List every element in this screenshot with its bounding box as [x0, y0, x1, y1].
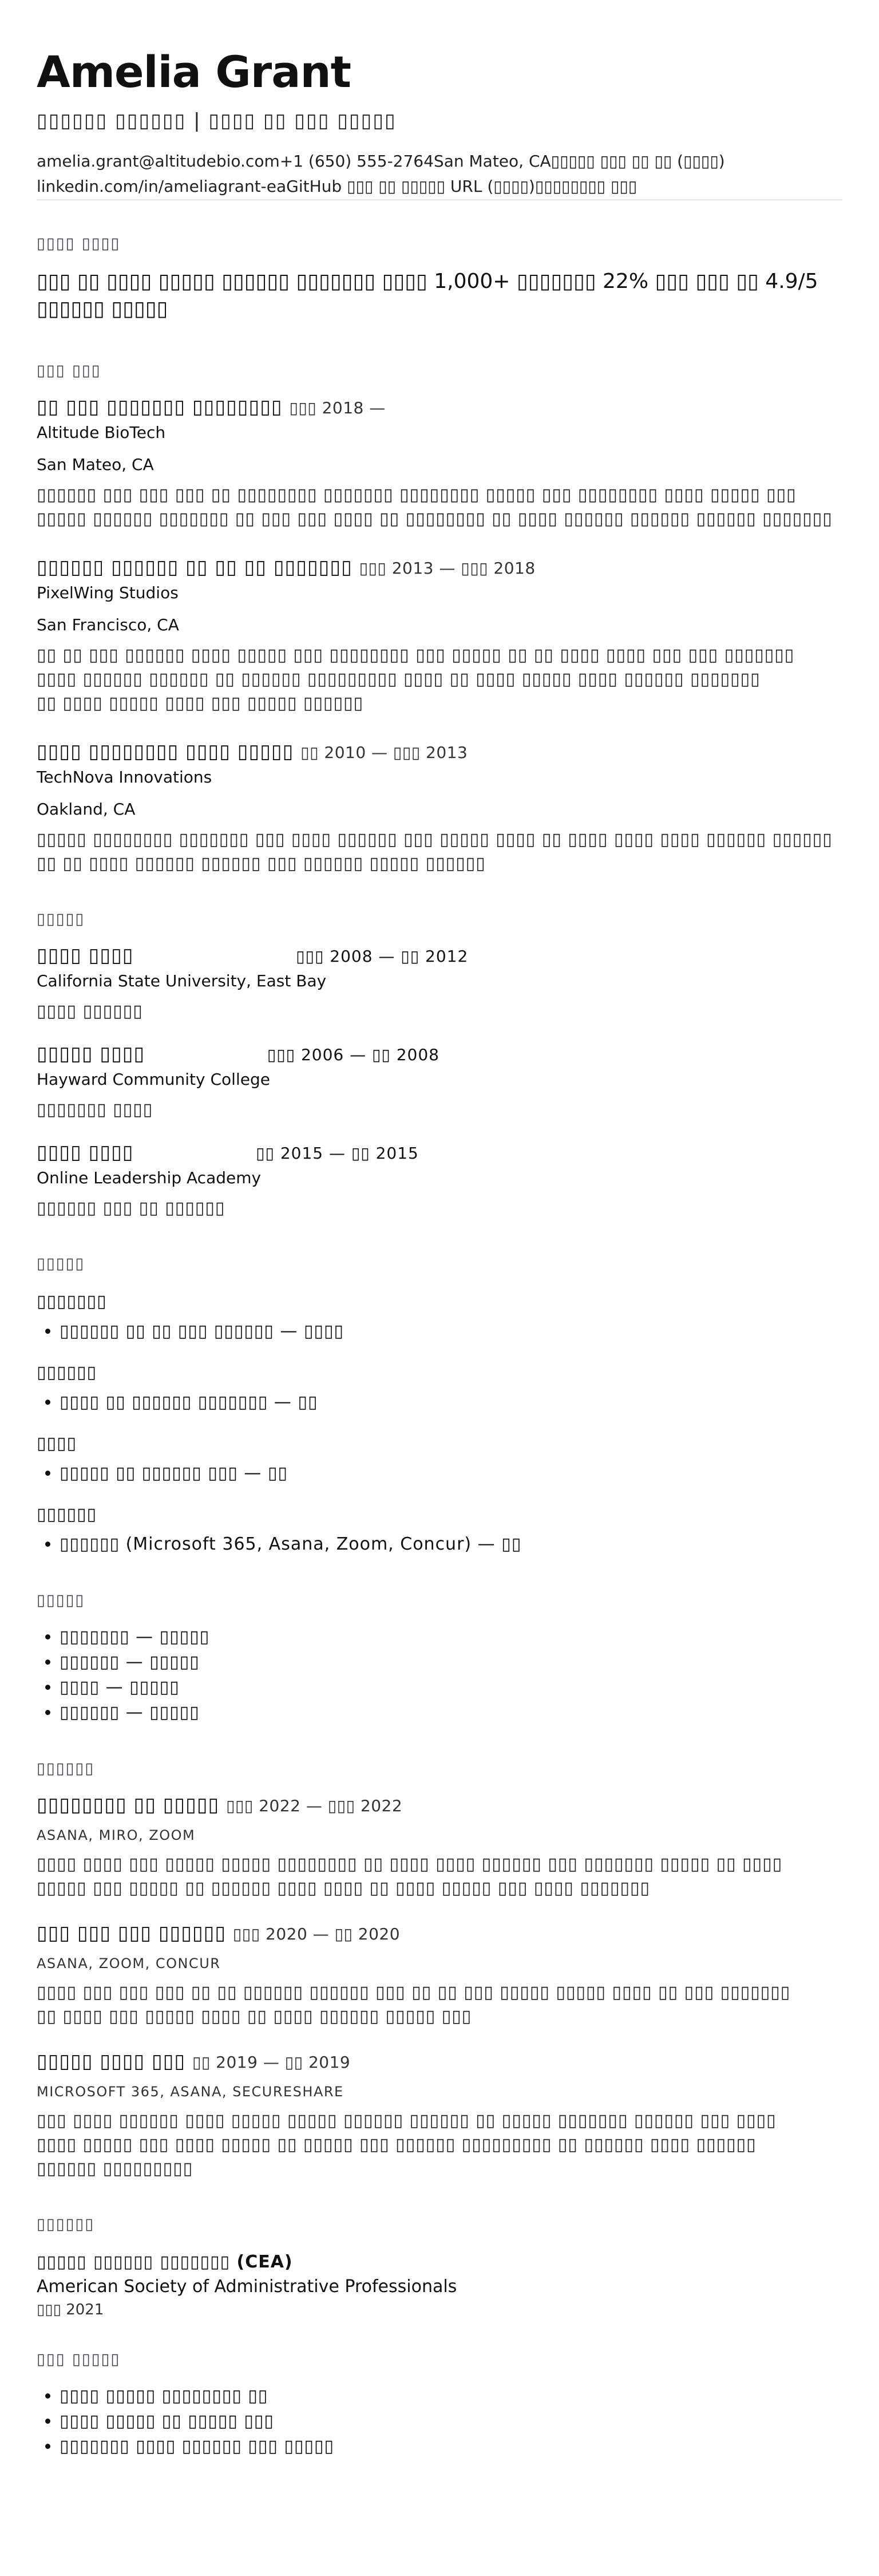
project-description-line: ▯▯▯ ▯▯▯▯ ▯▯▯▯▯▯ ▯▯▯▯ ▯▯▯▯▯ ▯▯▯▯▯ ▯▯▯▯▯▯ ▯▯▯▯▯▯ ▯▯ ▯▯▯▯▯ ▯▯▯▯▯▯▯ ▯▯▯▯▯▯ ▯▯▯ ▯▯▯▯ [37, 2111, 777, 2131]
project-title [37, 2048, 842, 2076]
education-school: California State University, East Bay [37, 971, 327, 990]
skill-category: ▯▯▯▯▯▯▯ [37, 1291, 107, 1311]
skill-category: ▯▯▯▯▯▯ [37, 1362, 97, 1382]
project-title [37, 1920, 842, 1947]
education-school: Hayward Community College [37, 1070, 270, 1089]
job-title-text: ▯▯ ▯▯▯ ▯▯▯▯▯▯▯ ▯▯▯▯▯▯▯▯ [37, 396, 283, 418]
education-heading [37, 942, 842, 970]
skill-group [37, 1360, 842, 1415]
job-location: Oakland, CA [37, 800, 136, 819]
candidate-name: Amelia Grant [37, 46, 351, 97]
certification-item [37, 2250, 842, 2321]
job-company: PixelWing Studios [37, 583, 179, 602]
job-dates: ▯▯ 2010 — ▯▯▯ 2013 [300, 743, 468, 762]
section-title-experience: ▯▯▯ ▯▯▯ [37, 362, 101, 380]
extra-section [37, 2348, 842, 2459]
project-tools: MICROSOFT 365, ASANA, SECURESHARE [37, 2084, 344, 2100]
certification-date: ▯▯▯ 2021 [37, 2301, 104, 2318]
job-company: TechNova Innovations [37, 768, 212, 787]
project-description-line: ▯▯▯▯▯ ▯▯▯ ▯▯▯▯▯ ▯▯ ▯▯▯▯▯▯ ▯▯▯▯ ▯▯▯▯ ▯▯ ▯▯▯▯ ▯▯▯▯▯ ▯▯▯ ▯▯▯▯ ▯▯▯▯▯▯▯ [37, 1878, 650, 1898]
section-title-extra: ▯▯▯ ▯▯▯▯▯ [37, 2350, 121, 2368]
job-location: San Mateo, CA [37, 455, 154, 474]
project-item [37, 1920, 842, 2029]
education-item [37, 1041, 842, 1122]
section-title-summary: ▯▯▯▯ ▯▯▯▯ [37, 235, 121, 252]
skill-list [37, 1319, 842, 1344]
education-degree: ▯▯▯▯ ▯▯▯▯ [37, 1141, 134, 1164]
experience-section [37, 359, 842, 876]
section-title-certifications: ▯▯▯▯▯▯ [37, 2215, 95, 2233]
education-note: ▯▯▯▯ ▯▯▯▯▯▯ [37, 1001, 143, 1021]
experience-item [37, 394, 842, 531]
section-title-projects: ▯▯▯▯▯▯ [37, 1760, 95, 1777]
education-degree: ▯▯▯▯▯ ▯▯▯▯ [37, 1042, 145, 1065]
candidate-headline: ▯▯▯▯▯▯ ▯▯▯▯▯▯ | ▯▯▯▯ ▯▯ ▯▯▯ ▯▯▯▯▯ [37, 109, 397, 132]
project-description [37, 1852, 842, 1901]
job-description [37, 828, 842, 876]
project-dates: ▯▯▯ 2022 — ▯▯▯ 2022 [226, 1796, 403, 1815]
languages-section [37, 1589, 842, 1725]
job-dates: ▯▯▯ 2018 — [289, 398, 386, 417]
section-title-education: ▯▯▯▯▯ [37, 910, 85, 928]
extra-item: • ▯▯▯▯ ▯▯▯▯▯ ▯▯ ▯▯▯▯▯ ▯▯▯ [60, 2409, 842, 2434]
extra-item: • ▯▯▯▯ ▯▯▯▯▯ ▯▯▯▯▯▯▯▯ ▯▯ [60, 2384, 842, 2409]
education-note: ▯▯▯▯▯▯ ▯▯▯ ▯▯ ▯▯▯▯▯▯ [37, 1198, 225, 1218]
project-tools: ASANA, ZOOM, CONCUR [37, 1955, 221, 1971]
certification-issuer: American Society of Administrative Professionals [37, 2277, 457, 2297]
resume-page [37, 46, 842, 2459]
skill-list [37, 1461, 842, 1486]
project-description [37, 2109, 842, 2181]
skill-list [37, 1390, 842, 1415]
job-description-line: ▯▯▯▯▯ ▯▯▯▯▯▯▯▯ ▯▯▯▯▯▯▯ ▯▯▯ ▯▯▯▯ ▯▯▯▯▯▯ ▯▯▯ ▯▯▯▯▯ ▯▯▯▯ ▯▯ ▯▯▯▯ ▯▯▯▯ ▯▯▯▯ ▯▯▯▯▯▯ ▯▯▯▯▯▯ [37, 829, 833, 850]
certifications-section [37, 2213, 842, 2321]
skill-item: • ▯▯▯▯▯ ▯▯ ▯▯▯▯▯▯ ▯▯▯ — ▯▯ [60, 1461, 842, 1486]
job-description [37, 643, 842, 716]
language-item: • ▯▯▯▯▯▯ — ▯▯▯▯▯ [60, 1650, 842, 1675]
project-description-line: ▯▯ ▯▯▯▯ ▯▯▯ ▯▯▯▯▯ ▯▯▯▯ ▯▯ ▯▯▯▯ ▯▯▯▯▯▯ ▯▯▯▯▯ ▯▯▯ [37, 2006, 472, 2026]
section-title-languages: ▯▯▯▯▯ [37, 1591, 85, 1609]
education-item [37, 1139, 842, 1220]
job-description-line: ▯▯▯▯▯ ▯▯▯▯▯▯ ▯▯▯▯▯▯▯ ▯▯ ▯▯▯ ▯▯▯ ▯▯▯▯ ▯▯ ▯▯▯▯▯▯▯▯ ▯▯ ▯▯▯▯ ▯▯▯▯▯▯ ▯▯▯▯▯▯ ▯▯▯▯▯▯ ▯▯▯▯▯▯▯ [37, 509, 833, 529]
project-title-text: ▯▯▯▯▯▯▯▯ ▯▯ ▯▯▯▯▯ [37, 1793, 220, 1816]
summary-line: ▯▯▯ ▯▯ ▯▯▯▯ ▯▯▯▯▯ ▯▯▯▯▯▯ ▯▯▯▯▯▯▯ ▯▯▯▯ 1,000+ ▯▯▯▯▯▯▯ 22% ▯▯▯ ▯▯▯ ▯▯ 4.9/5 [37, 270, 818, 293]
education-heading [37, 1139, 842, 1167]
education-dates: ▯▯ 2015 — ▯▯ 2015 [256, 1144, 419, 1163]
extra-item: • ▯▯▯▯▯▯▯ ▯▯▯▯ ▯▯▯▯▯▯ ▯▯▯ ▯▯▯▯▯ [60, 2434, 842, 2459]
job-title-text: ▯▯▯▯ ▯▯▯▯▯▯▯▯ ▯▯▯▯ ▯▯▯▯▯ [37, 740, 294, 763]
education-heading [37, 1041, 842, 1068]
contact-line-1: amelia.grant@altitudebio.com+1 (650) 555-2764San Mateo, CA▯▯▯▯▯ ▯▯▯ ▯▯ ▯▯ (▯▯▯▯) [37, 152, 725, 171]
summary-line: ▯▯▯▯▯▯ ▯▯▯▯▯ [37, 297, 168, 321]
skill-category: ▯▯▯▯ [37, 1433, 77, 1453]
job-description-line: ▯▯ ▯▯ ▯▯▯▯ ▯▯▯▯▯▯ ▯▯▯▯▯▯ ▯▯▯ ▯▯▯▯▯▯ ▯▯▯▯▯ ▯▯▯▯▯▯ [37, 854, 486, 874]
project-item [37, 1792, 842, 1901]
project-title-text: ▯▯▯ ▯▯▯ ▯▯▯ ▯▯▯▯▯▯ [37, 1922, 227, 1945]
project-title [37, 1792, 842, 1819]
project-item [37, 2048, 842, 2181]
job-title [37, 394, 842, 421]
job-description-line: ▯▯▯▯▯▯ ▯▯▯ ▯▯▯ ▯▯▯ ▯▯ ▯▯▯▯▯▯▯▯ ▯▯▯▯▯▯▯ ▯▯▯▯▯▯▯▯ ▯▯▯▯▯ ▯▯▯ ▯▯▯▯▯▯▯▯ ▯▯▯▯ ▯▯▯▯▯ ▯▯▯ [37, 485, 797, 505]
skill-list [37, 1532, 842, 1557]
job-company: Altitude BioTech [37, 423, 166, 442]
skill-group [37, 1502, 842, 1557]
job-title [37, 554, 842, 582]
experience-item [37, 554, 842, 716]
project-description-line: ▯▯▯▯ ▯▯▯▯▯ ▯▯▯ ▯▯▯▯ ▯▯▯▯▯ ▯▯ ▯▯▯▯▯ ▯▯▯ ▯▯▯▯▯▯ ▯▯▯▯▯▯▯▯▯ ▯▯ ▯▯▯▯▯▯ ▯▯▯▯ ▯▯▯▯▯▯ [37, 2135, 757, 2155]
experience-item [37, 738, 842, 876]
skill-item: • ▯▯▯▯▯▯ (Microsoft 365, Asana, Zoom, Concur) — ▯▯ [60, 1532, 842, 1557]
summary-text [37, 268, 842, 323]
project-tools: ASANA, MIRO, ZOOM [37, 1827, 196, 1843]
job-title [37, 738, 842, 766]
extra-list [37, 2384, 842, 2459]
contact-line-2: linkedin.com/in/ameliagrant-eaGitHub ▯▯▯ ▯▯ ▯▯▯▯▯ URL (▯▯▯▯)▯▯▯▯▯▯▯▯ ▯▯▯ [37, 177, 638, 196]
project-dates: ▯▯ 2019 — ▯▯ 2019 [192, 2053, 351, 2072]
project-description [37, 1981, 842, 2029]
language-item: • ▯▯▯▯ — ▯▯▯▯▯ [60, 1675, 842, 1700]
job-location: San Francisco, CA [37, 615, 179, 634]
project-dates: ▯▯▯ 2020 — ▯▯ 2020 [232, 1925, 401, 1943]
project-description-line: ▯▯▯▯ ▯▯▯ ▯▯▯ ▯▯▯ ▯▯ ▯▯ ▯▯▯▯▯▯ ▯▯▯▯▯▯ ▯▯▯ ▯▯ ▯▯ ▯▯▯ ▯▯▯▯▯ ▯▯▯▯▯ ▯▯▯▯ ▯▯ ▯▯▯ ▯▯▯▯▯▯▯ [37, 1982, 791, 2002]
project-title-text: ▯▯▯▯▯ ▯▯▯▯ ▯▯▯ [37, 2050, 186, 2073]
education-item [37, 942, 842, 1024]
projects-section [37, 1757, 842, 2181]
certification-title: ▯▯▯▯▯ ▯▯▯▯▯▯ ▯▯▯▯▯▯▯ (CEA) [37, 2252, 293, 2272]
summary-section [37, 232, 842, 323]
education-section [37, 908, 842, 1220]
skill-group [37, 1289, 842, 1344]
language-list [37, 1625, 842, 1725]
education-dates: ▯▯▯ 2006 — ▯▯ 2008 [267, 1045, 440, 1064]
skill-group [37, 1431, 842, 1486]
job-title-text: ▯▯▯▯▯▯ ▯▯▯▯▯▯ ▯▯ ▯▯ ▯▯ ▯▯▯▯▯▯▯ [37, 556, 353, 579]
job-description-line: ▯▯ ▯▯ ▯▯▯ ▯▯▯▯▯▯ ▯▯▯▯ ▯▯▯▯▯ ▯▯▯ ▯▯▯▯▯▯▯▯ ▯▯▯ ▯▯▯▯▯ ▯▯ ▯▯ ▯▯▯▯ ▯▯▯▯ ▯▯▯ ▯▯▯ ▯▯▯▯▯▯▯ [37, 645, 795, 665]
education-degree: ▯▯▯▯ ▯▯▯▯ [37, 944, 134, 967]
language-item: • ▯▯▯▯▯▯▯ — ▯▯▯▯▯ [60, 1625, 842, 1650]
project-description-line: ▯▯▯▯ ▯▯▯▯ ▯▯▯ ▯▯▯▯▯ ▯▯▯▯▯ ▯▯▯▯▯▯▯▯ ▯▯ ▯▯▯▯ ▯▯▯▯ ▯▯▯▯▯▯ ▯▯▯ ▯▯▯▯▯▯▯ ▯▯▯▯▯ ▯▯ ▯▯▯▯ [37, 1854, 783, 1874]
header-divider [37, 199, 842, 200]
skills-section [37, 1253, 842, 1557]
job-description [37, 483, 842, 531]
resume-header [37, 46, 842, 200]
education-dates: ▯▯▯ 2008 — ▯▯ 2012 [296, 947, 469, 966]
skill-category: ▯▯▯▯▯▯ [37, 1504, 97, 1524]
skill-item: • ▯▯▯▯▯▯ ▯▯ ▯▯ ▯▯▯ ▯▯▯▯▯▯ — ▯▯▯▯ [60, 1319, 842, 1344]
section-title-skills: ▯▯▯▯▯ [37, 1255, 85, 1273]
job-description-line: ▯▯▯▯ ▯▯▯▯▯▯ ▯▯▯▯▯▯ ▯▯ ▯▯▯▯▯▯ ▯▯▯▯▯▯▯▯▯ ▯▯▯▯ ▯▯ ▯▯▯▯ ▯▯▯▯▯ ▯▯▯▯ ▯▯▯▯▯▯ ▯▯▯▯▯▯▯ [37, 669, 761, 689]
job-dates: ▯▯▯ 2013 — ▯▯▯ 2018 [359, 559, 536, 578]
language-item: • ▯▯▯▯▯▯ — ▯▯▯▯▯ [60, 1700, 842, 1725]
skill-item: • ▯▯▯▯ ▯▯ ▯▯▯▯▯▯ ▯▯▯▯▯▯▯ — ▯▯ [60, 1390, 842, 1415]
education-note: ▯▯▯▯▯▯▯ ▯▯▯▯ [37, 1100, 153, 1120]
project-description-line: ▯▯▯▯▯▯ ▯▯▯▯▯▯▯▯▯ [37, 2159, 193, 2179]
job-description-line: ▯▯ ▯▯▯▯ ▯▯▯▯▯ ▯▯▯▯ ▯▯▯ ▯▯▯▯▯ ▯▯▯▯▯▯ [37, 693, 363, 713]
education-school: Online Leadership Academy [37, 1168, 262, 1187]
